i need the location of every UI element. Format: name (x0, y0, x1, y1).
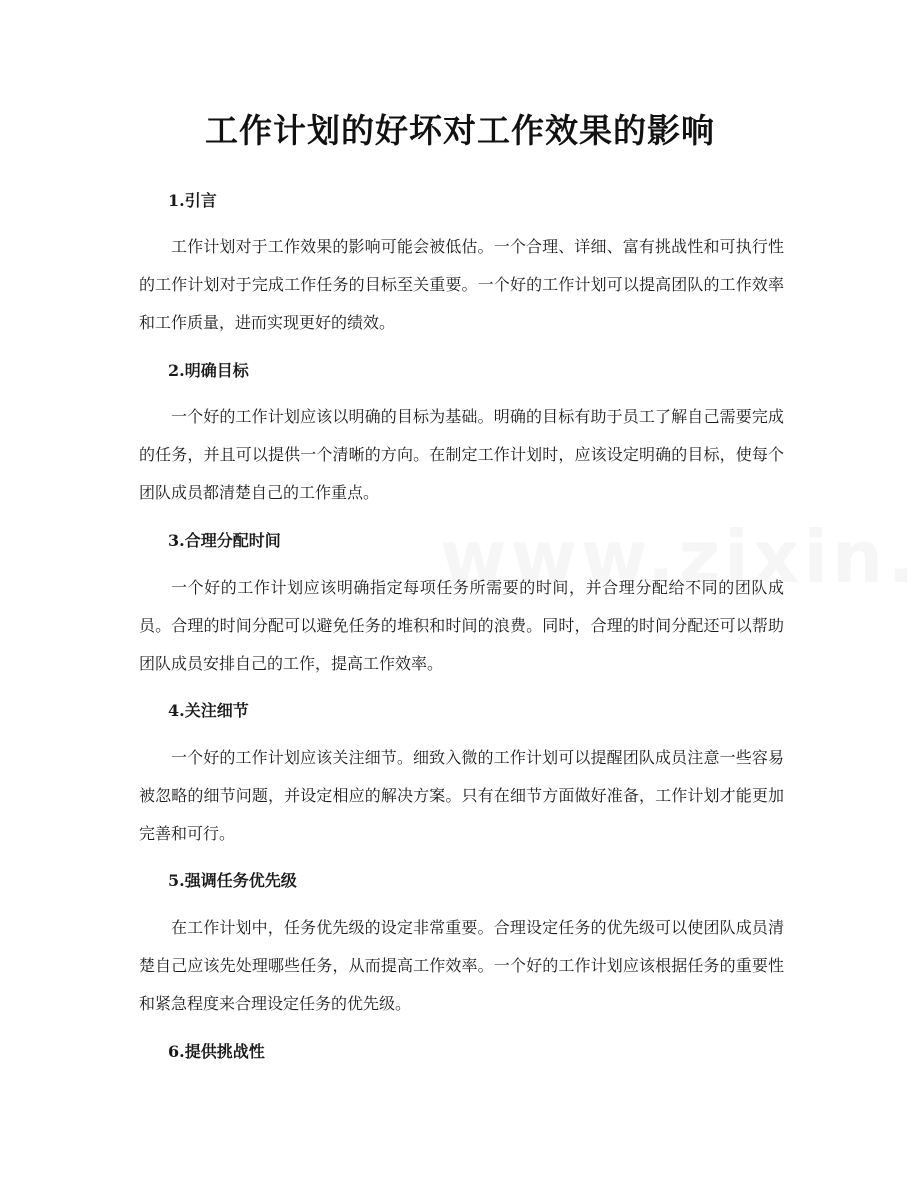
section-paragraph-4: 一个好的工作计划应该关注细节。细致入微的工作计划可以提醒团队成员注意一些容易被忽略的细节问题，并设定相应的解决方案。只有在细节方面做好准备，工作计划才能更加完善和可行。 (139, 748, 784, 843)
section-paragraph-2: 一个好的工作计划应该以明确的目标为基础。明确的目标有助于员工了解自己需要完成的任务，并且可以提供一个清晰的方向。在制定工作计划时，应该设定明确的目标，使每个团队成员都清楚自己的工作重点。 (139, 407, 784, 502)
document-title: 工作计划的好坏对工作效果的影响 (205, 111, 715, 150)
section-heading-3: 3.合理分配时间 (168, 531, 281, 550)
section-heading-6: 6.提供挑战性 (168, 1042, 265, 1061)
section-paragraph-5: 在工作计划中，任务优先级的设定非常重要。合理设定任务的优先级可以使团队成员清楚自己应该先处理哪些任务，从而提高工作效率。一个好的工作计划应该根据任务的重要性和紧急程度来合理设定任务的优先级。 (139, 918, 784, 1013)
section-paragraph-3: 一个好的工作计划应该明确指定每项任务所需要的时间，并合理分配给不同的团队成员。合理的时间分配可以避免任务的堆积和时间的浪费。同时，合理的时间分配还可以帮助团队成员安排自己的工作，提高工作效率。 (139, 578, 784, 673)
section-heading-1: 1.引言 (168, 191, 217, 210)
section-heading-4: 4.关注细节 (168, 701, 249, 720)
section-heading-2: 2.明确目标 (168, 361, 249, 380)
section-heading-5: 5.强调任务优先级 (168, 871, 297, 890)
section-paragraph-1: 工作计划对于工作效果的影响可能会被低估。一个合理、详细、富有挑战性和可执行性的工作计划对于完成工作任务的目标至关重要。一个好的工作计划可以提高团队的工作效率和工作质量，进而实现更好的绩效。 (139, 237, 784, 332)
